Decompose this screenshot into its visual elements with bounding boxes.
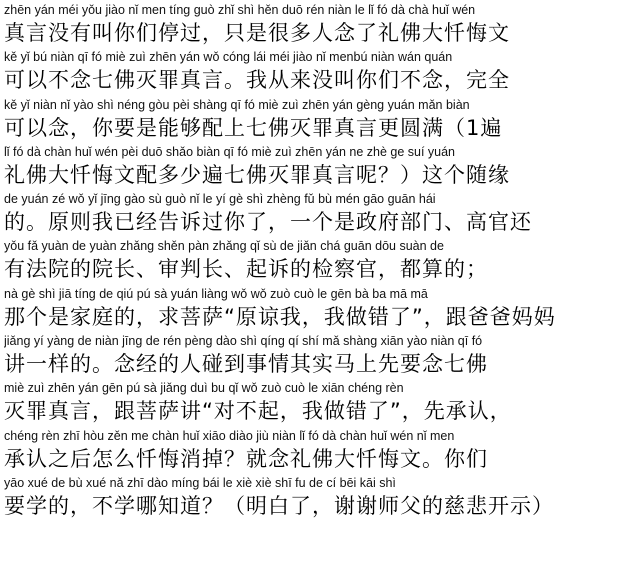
hanzi-line-8: 讲一样的。念经的人碰到事情其实马上先要念七佛 [4,352,488,377]
text-line-5 [4,191,621,238]
text-line-3 [4,97,621,144]
pinyin-line-4: lǐ fó dà chàn huǐ wén pèi duō shǎo biàn qī fó miè zuì zhēn yán ne zhè ge suí yuán [4,144,456,159]
text-line-9 [4,380,621,427]
pinyin-line-8: jiǎng yí yàng de niàn jīng de rén pèng dào shì qíng qí shí mǎ shàng xiān yào niàn qī fó [4,334,483,349]
hanzi-line-9: 灭罪真言，跟菩萨讲“对不起，我做错了”，先承认， [4,399,512,424]
pinyin-line-10: chéng rèn zhī hòu zěn me chàn huǐ xiāo diào jiù niàn lǐ fó dà chàn huǐ wén nǐ men [4,428,455,443]
hanzi-line-2: 可以不念七佛灭罪真言。我从来没叫你们不念，完全 [4,68,510,93]
hanzi-line-4: 礼佛大忏悔文配多少遍七佛灭罪真言呢？）这个随缘 [4,162,510,187]
pinyin-line-7: nà gè shì jiā tíng de qiú pú sà yuán liàng wǒ wǒ zuò cuò le gēn bà ba mā mā [4,286,428,301]
text-line-1 [4,2,621,49]
hanzi-line-10: 承认之后怎么忏悔消掉？就念礼佛大忏悔文。你们 [4,446,488,471]
text-line-6 [4,238,621,285]
text-line-2 [4,49,621,96]
pinyin-line-1: zhēn yán méi yǒu jiào nǐ men tíng guò zhǐ shì hěn duō rén niàn le lǐ fó dà chà huǐ wén [4,3,476,17]
pinyin-line-11: yāo xué de bù xué nǎ zhī dào míng bái le xiè xiè shī fu de cí bēi kāi shì [4,475,396,490]
text-line-10 [4,428,621,475]
hanzi-line-3: 可以念，你要是能够配上七佛灭罪真言更圆满（1遍 [4,115,503,140]
hanzi-line-5: 的。原则我已经告诉过你了，一个是政府部门、高官还 [4,210,532,235]
text-line-7 [4,286,621,333]
text-line-11 [4,475,621,522]
hanzi-line-6: 有法院的院长、审判长、起诉的检察官，都算的； [4,257,488,282]
pinyin-line-6: yǒu fǎ yuàn de yuàn zhǎng shěn pàn zhǎng qǐ sù de jiǎn chá guān dōu suàn de [4,239,444,254]
text-line-4 [4,144,621,191]
text-line-8 [4,333,621,380]
pinyin-line-9: miè zuì zhēn yán gēn pú sà jiǎng duì bu qǐ wǒ zuò cuò le xiān chéng rèn [4,381,404,396]
pinyin-line-3: kě yǐ niàn nǐ yào shì néng gòu pèi shàng qī fó miè zuì zhēn yán gèng yuán mǎn biàn [4,97,470,112]
hanzi-line-1: 真言没有叫你们停过，只是很多人念了礼佛大忏悔文 [4,21,510,45]
pinyin-line-2: kě yǐ bú niàn qī fó miè zuì zhēn yán wǒ cóng lái méi jiào nǐ menbú niàn wán quán [4,50,453,65]
pinyin-line-5: de yuán zé wǒ yǐ jīng gào sù guò nǐ le yí gè shì zhèng fǔ bù mén gāo guān hái [4,192,436,207]
hanzi-line-11: 要学的，不学哪知道？（明白了，谢谢师父的慈悲开示） [4,493,554,518]
hanzi-line-7: 那个是家庭的，求菩萨“原谅我，我做错了”，跟爸爸妈妈 [4,304,556,329]
